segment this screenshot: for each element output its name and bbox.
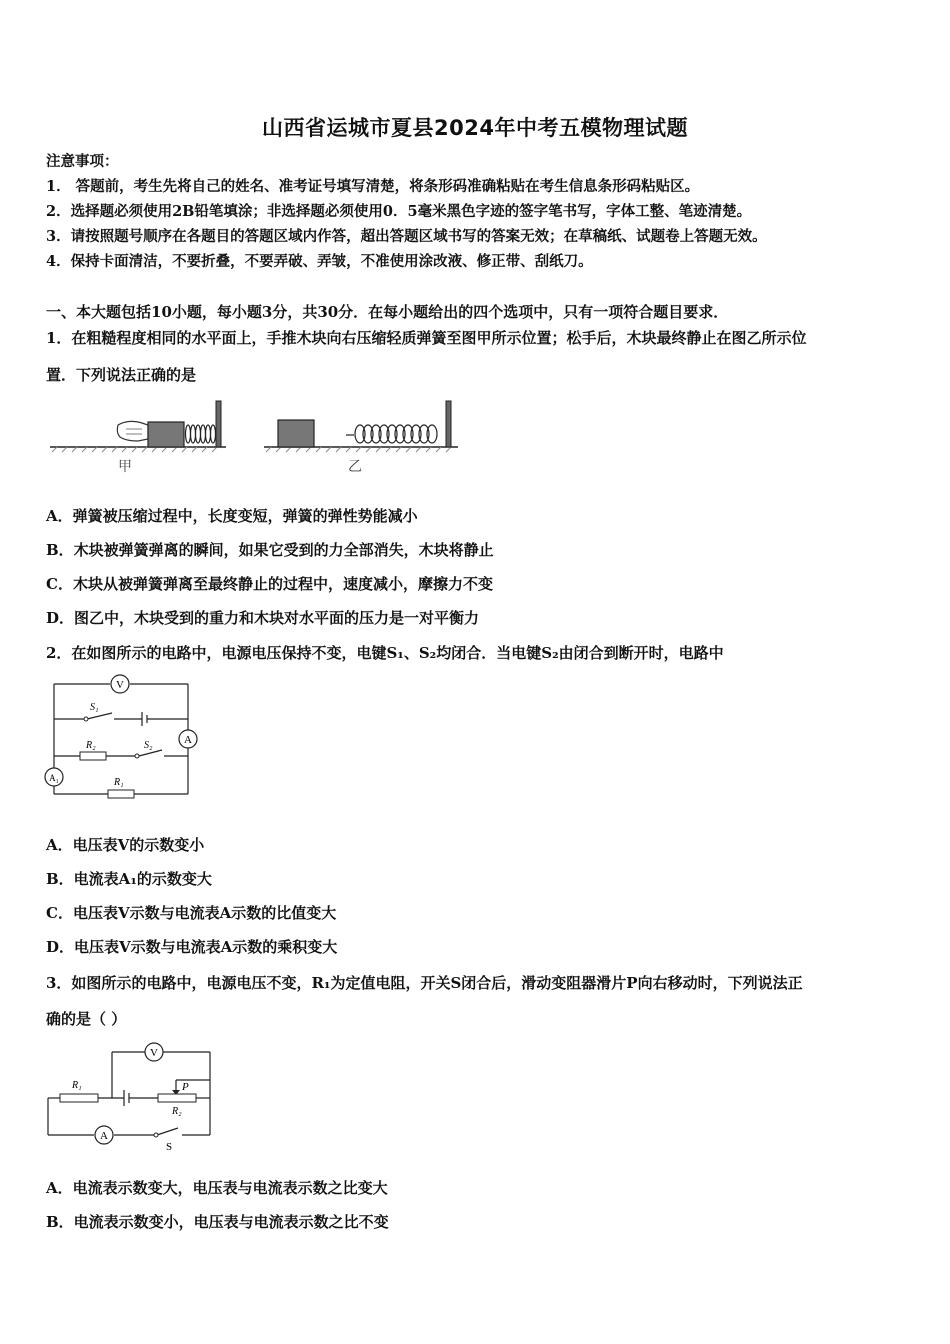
q1-stem-line2: 置．下列说法正确的是 [46, 366, 197, 384]
label-s2: S₂ [144, 740, 153, 751]
q3-circuit-diagram [40, 1040, 220, 1155]
q3-option-a: A．电流表示数变大，电压表与电流表示数之比变大 [46, 1179, 388, 1197]
svg-text:A: A [100, 1130, 108, 1142]
wood-block [148, 422, 184, 447]
label-s: S [166, 1141, 173, 1153]
q1-option-c: C．木块从被弹簧弹离至最终静止的过程中，速度减小，摩擦力不变 [46, 575, 493, 593]
rheostat-r2 [158, 1094, 196, 1102]
notice-item-1: 1． 答题前，考生先将自己的姓名、准考证号填写清楚，将条形码准确粘贴在考生信息条形码粘贴区。 [46, 178, 700, 195]
figure-jia [50, 401, 226, 475]
q2-circuit-diagram [40, 672, 210, 802]
ammeter-a1 [45, 768, 63, 786]
label-r2: R₂ [172, 1106, 182, 1117]
q1-option-b: B．木块被弹簧弹离的瞬间，如果它受到的力全部消失，木块将静止 [46, 541, 494, 559]
q2-option-b: B．电流表A₁的示数变大 [46, 870, 212, 888]
section-heading: 一、本大题包括10小题，每小题3分，共30分．在每小题给出的四个选项中，只有一项符合题目要求． [46, 303, 729, 321]
figure-yi [264, 401, 458, 475]
notice-item-2: 2．选择题必须使用2B铅笔填涂；非选择题必须使用0．5毫米黑色字迹的签字笔书写，字体工整、笔迹清楚。 [46, 203, 752, 220]
notice-heading: 注意事项： [46, 153, 119, 170]
notice-item-3: 3．请按照题号顺序在各题目的答题区域内作答，超出答题区域书写的答案无效；在草稿纸、试题卷上答题无效。 [46, 228, 767, 245]
q1-stem-line1: 1．在粗糙程度相同的水平面上，手推木块向右压缩轻质弹簧至图甲所示位置；松手后，木块最终静止在图乙所示位 [46, 329, 807, 347]
voltmeter-v [145, 1043, 163, 1061]
label-p: P [182, 1081, 189, 1093]
q1-figure-spring-block [46, 395, 476, 480]
resistor-r1 [108, 790, 134, 798]
hand-icon [117, 421, 148, 441]
resistor-r1 [60, 1094, 98, 1102]
label-r1: R₁ [114, 777, 124, 788]
svg-text:V: V [116, 679, 124, 691]
voltmeter-v [111, 675, 129, 693]
fig-label-jia: 甲 [118, 460, 132, 475]
svg-text:V: V [150, 1047, 158, 1059]
resistor-r2 [80, 752, 106, 760]
q1-option-d: D．图乙中，木块受到的重力和木块对水平面的压力是一对平衡力 [46, 609, 480, 627]
svg-text:A: A [184, 734, 192, 746]
q3-option-b: B．电流表示数变小，电压表与电流表示数之比不变 [46, 1213, 389, 1231]
page-title: 山西省运城市夏县2024年中考五模物理试题 [262, 116, 688, 140]
relaxed-spring [355, 425, 437, 443]
q2-option-c: C．电压表V示数与电流表A示数的比值变大 [46, 904, 337, 922]
notice-item-4: 4．保持卡面清洁，不要折叠，不要弄破、弄皱，不准使用涂改液、修正带、刮纸刀。 [46, 253, 593, 270]
q1-option-a: A．弹簧被压缩过程中，长度变短，弹簧的弹性势能减小 [46, 507, 418, 525]
q2-option-d: D．电压表V示数与电流表A示数的乘积变大 [46, 938, 338, 956]
wood-block [278, 420, 314, 447]
label-r1: R₁ [72, 1080, 82, 1091]
svg-text:A₁: A₁ [49, 773, 59, 783]
label-s1: S₁ [90, 702, 99, 713]
ammeter-a [179, 730, 197, 748]
q2-option-a: A．电压表V的示数变小 [46, 836, 205, 854]
q3-stem-line2: 确的是（ ） [46, 1010, 127, 1028]
ammeter-a [95, 1126, 113, 1144]
q3-stem-line1: 3．如图所示的电路中，电源电压不变，R₁为定值电阻，开关S闭合后，滑动变阻器滑片P向右移动时，下列说法正 [46, 974, 803, 992]
fig-label-yi: 乙 [348, 460, 362, 475]
compressed-spring [186, 425, 216, 443]
q2-stem: 2．在如图所示的电路中，电源电压保持不变，电键S₁、S₂均闭合．当电键S₂由闭合到断开时，电路中 [46, 644, 724, 662]
label-r2: R₂ [86, 740, 96, 751]
